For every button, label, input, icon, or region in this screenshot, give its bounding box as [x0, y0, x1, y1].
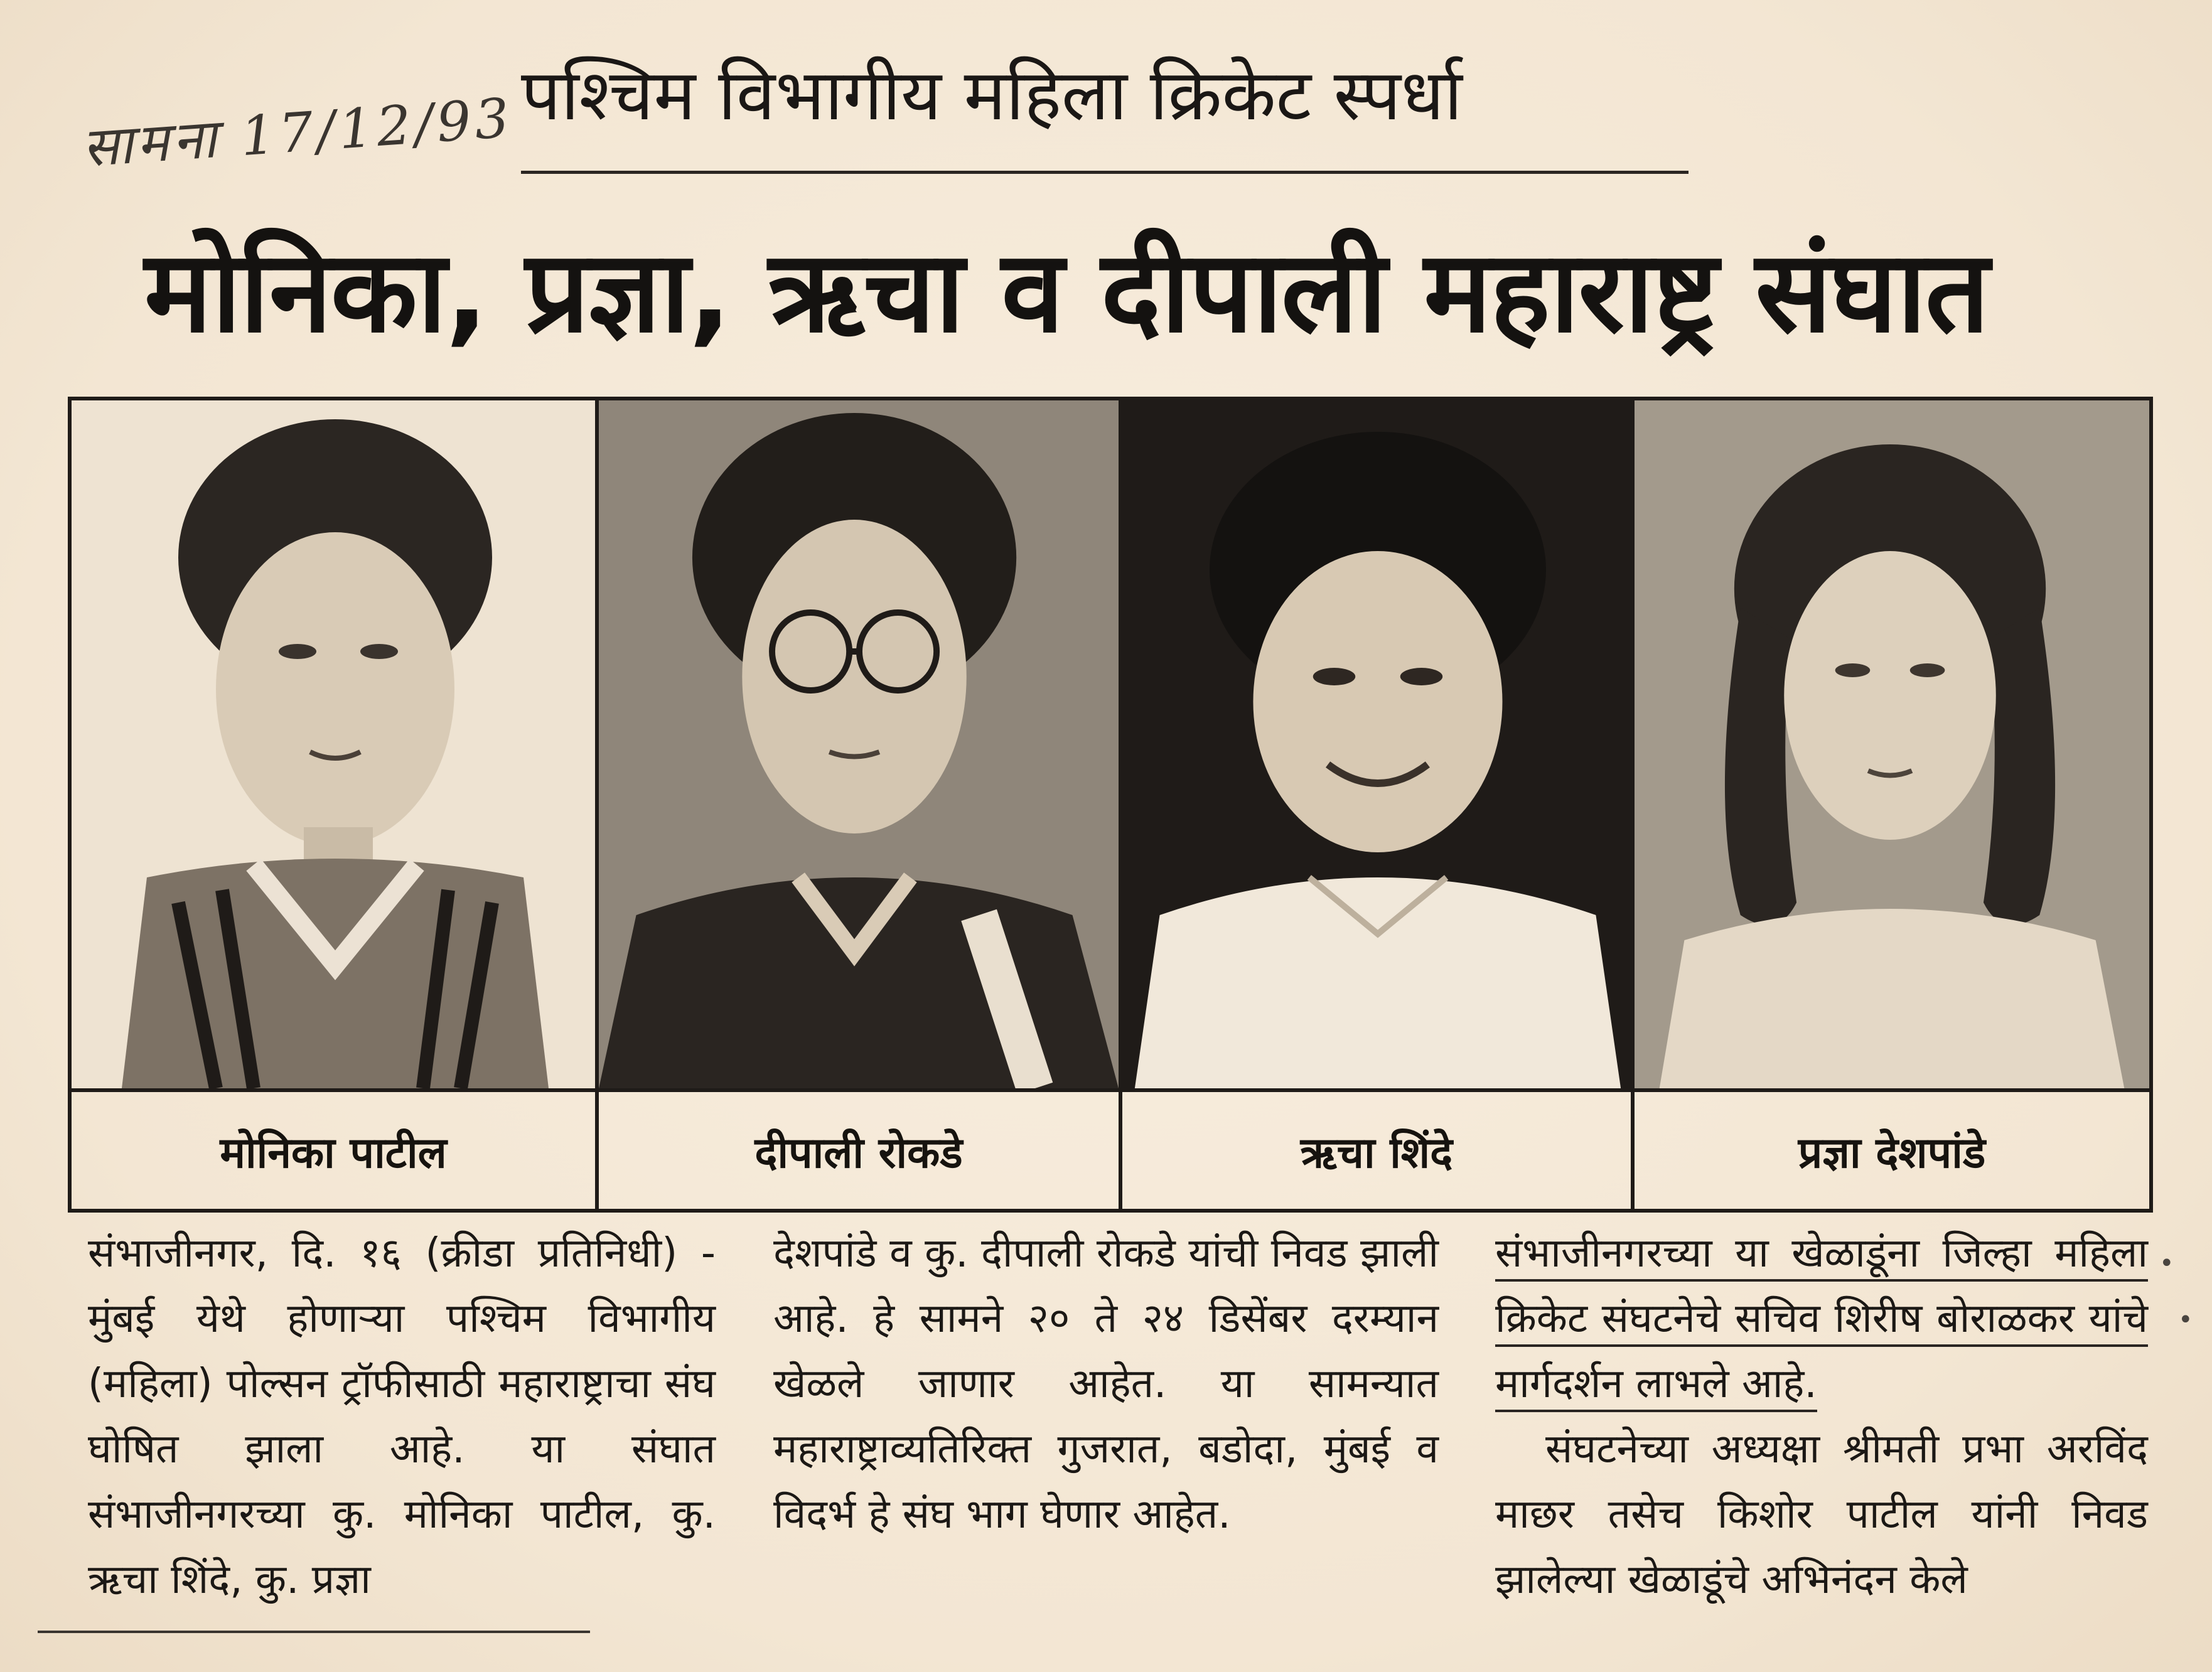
photo-strip [68, 397, 2153, 1213]
photo-panel [595, 400, 1119, 1209]
article-paragraph-underlined [1495, 1221, 2148, 1417]
article-column-2 [773, 1221, 1439, 1547]
photo-panel [72, 400, 595, 1209]
headline: मोनिका, प्रज्ञा, ऋचा व दीपाली महाराष्ट्र संघात [144, 227, 1989, 358]
article-paragraph: संभाजीनगर, दि. १६ (क्रीडा प्रतिनिधी) - मुंबई येथे होणाऱ्या पश्चिम विभागीय (महिला) पोल्सन ट्रॉफीसाठी महाराष्ट्राचा संघ घोषित झाला आहे. या संघात संभाजीनगरच्या कु. मोनिका पाटील, कु. ऋचा शिंदे, कु. प्रज्ञा [88, 1230, 716, 1603]
article-column-3 [1495, 1221, 2148, 1612]
photo-caption: मोनिका पाटील [72, 1088, 595, 1209]
photo-caption: प्रज्ञा देशपांडे [1635, 1088, 2149, 1209]
kicker-heading: पश्चिम विभागीय महिला क्रिकेट स्पर्धा [521, 55, 1463, 136]
underlined-text: संभाजीनगरच्या या खेळाडूंना जिल्हा महिला क्रिकेट संघटनेचे सचिव शिरीष बोराळकर यांचे मार्गदर्शन लाभले आहे. [1495, 1230, 2148, 1412]
article-column-1 [88, 1221, 716, 1612]
portrait-photo-icon [1635, 400, 2149, 1088]
portrait-photo-icon [72, 400, 595, 1088]
photo-caption: ऋचा शिंदे [1122, 1088, 1631, 1209]
scan-speck-icon: • [2178, 1305, 2193, 1334]
scan-speck-icon: • [2159, 1249, 2174, 1278]
handwritten-date-note: सामना 17/12/93 [80, 87, 515, 180]
article-paragraph: देशपांडे व कु. दीपाली रोकडे यांची निवड झाली आहे. हे सामने २० ते २४ डिसेंबर दरम्यान खेळले जाणार आहेत. या सामन्यात महाराष्ट्राव्यतिरिक्त गुजरात, बडोदा, मुंबई व विदर्भ हे संघ भाग घेणार आहेत. [773, 1230, 1439, 1538]
portrait-photo-icon [1122, 400, 1631, 1088]
photo-panel [1631, 400, 2149, 1209]
kicker-underline [521, 171, 1689, 174]
photo-caption: दीपाली रोकडे [599, 1088, 1119, 1209]
bottom-divider [38, 1631, 590, 1633]
portrait-photo-icon [599, 400, 1119, 1088]
article-paragraph: संघटनेच्या अध्यक्षा श्रीमती प्रभा अरविंद माछर तसेच किशोर पाटील यांनी निवड झालेल्या खेळाडूंचे अभिनंदन केले [1495, 1426, 2148, 1603]
photo-panel [1119, 400, 1631, 1209]
